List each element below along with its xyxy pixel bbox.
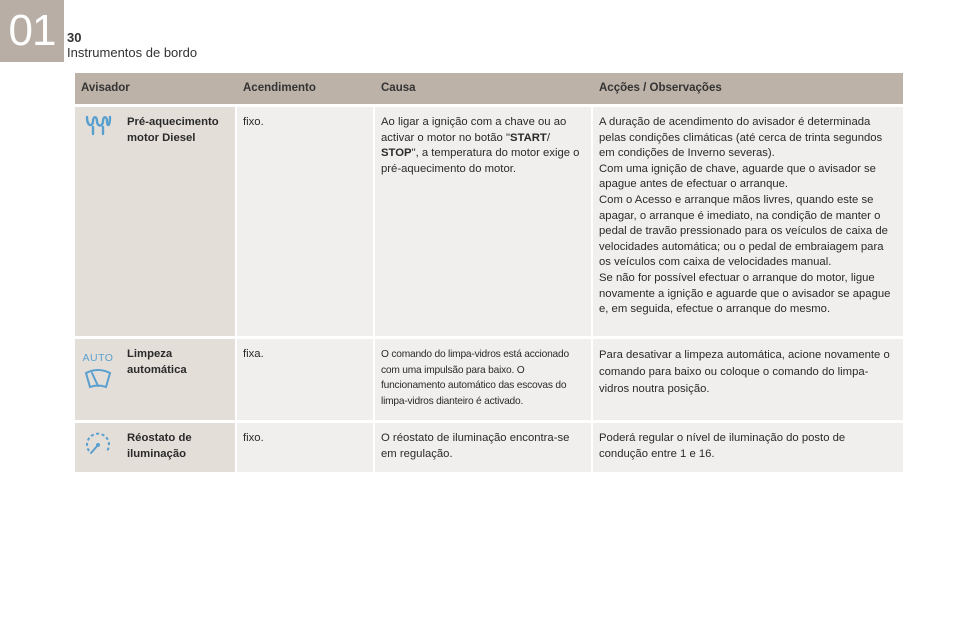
acendimento-cell: fixo.	[235, 104, 373, 336]
icon-cell	[75, 336, 121, 420]
accoes-paragraph: Com uma ignição de chave, aguarde que o avisador se apague antes de efectuar o arranque.	[599, 162, 876, 191]
causa-slash: /	[546, 131, 550, 144]
accoes-cell	[591, 420, 903, 472]
causa-cell: O réostato de iluminação encontra-se em regulação.	[373, 420, 591, 472]
accoes-paragraph: Poderá regular o nível de iluminação do posto de condução entre 1 e 16.	[599, 432, 846, 460]
warning-lights-table	[75, 73, 903, 472]
section-title: Instrumentos de bordo	[67, 45, 198, 60]
header-causa: Causa	[373, 73, 591, 104]
accoes-cell	[591, 104, 903, 336]
table-header-row	[75, 73, 903, 104]
auto-wiper-icon	[83, 367, 113, 391]
accoes-cell	[591, 336, 903, 420]
start-label: START	[509, 131, 547, 144]
table-row	[75, 336, 903, 420]
warning-name: Pré-aquecimento motor Diesel	[121, 104, 235, 336]
icon-cell	[75, 104, 121, 336]
dimmer-icon	[83, 429, 113, 459]
header-avisador: Avisador	[75, 73, 235, 104]
causa-cell	[373, 104, 591, 336]
accoes-paragraph: Com o Acesso e arranque mãos livres, quando este se apagar, o arranque é imediato, na condição de manter o pedal de travão pressionado para os veículos de caixa de velocidades automática; ou o pedal de embraiagem para os veículos com caixa de velocidades manual.	[599, 193, 888, 269]
header-accoes: Acções / Observações	[591, 73, 903, 104]
auto-label: AUTO	[82, 352, 114, 364]
causa-text: ", a temperatura do motor exige o pré-aquecimento do motor.	[381, 147, 580, 175]
glow-plug-icon	[84, 113, 112, 137]
warning-name: Réostato de iluminação	[121, 420, 235, 472]
accoes-paragraph: Se não for possível efectuar o arranque do motor, ligue novamente a ignição e aguarde que o avisador se apague e, em seguida, efectue o arranque do mesmo.	[599, 271, 891, 316]
causa-text: Ao ligar a ignição com a chave ou ao activar o motor no botão "	[381, 116, 567, 144]
warning-name: Limpeza automática	[121, 336, 235, 420]
accoes-paragraph: A duração de acendimento do avisador é determinada pelas condições climáticas (até cerca de trinta segundos em condições de Inverno severas).	[599, 116, 883, 160]
header-acendimento: Acendimento	[235, 73, 373, 104]
stop-label: STOP	[381, 147, 412, 160]
table-row	[75, 420, 903, 472]
chapter-tab: 01	[0, 0, 64, 62]
accoes-paragraph: Para desativar a limpeza automática, acione novamente o comando para baixo ou coloque o comando do limpa-vidros noutra posição.	[599, 349, 890, 395]
acendimento-cell: fixo.	[235, 420, 373, 472]
acendimento-cell: fixa.	[235, 336, 373, 420]
icon-cell	[75, 420, 121, 472]
causa-cell: O comando do limpa-vidros está accionado com uma impulsão para baixo. O funcionamento automático das escovas do limpa-vidros dianteiro é activado.	[373, 336, 591, 420]
table-row	[75, 104, 903, 336]
page-number: 30	[67, 30, 82, 45]
